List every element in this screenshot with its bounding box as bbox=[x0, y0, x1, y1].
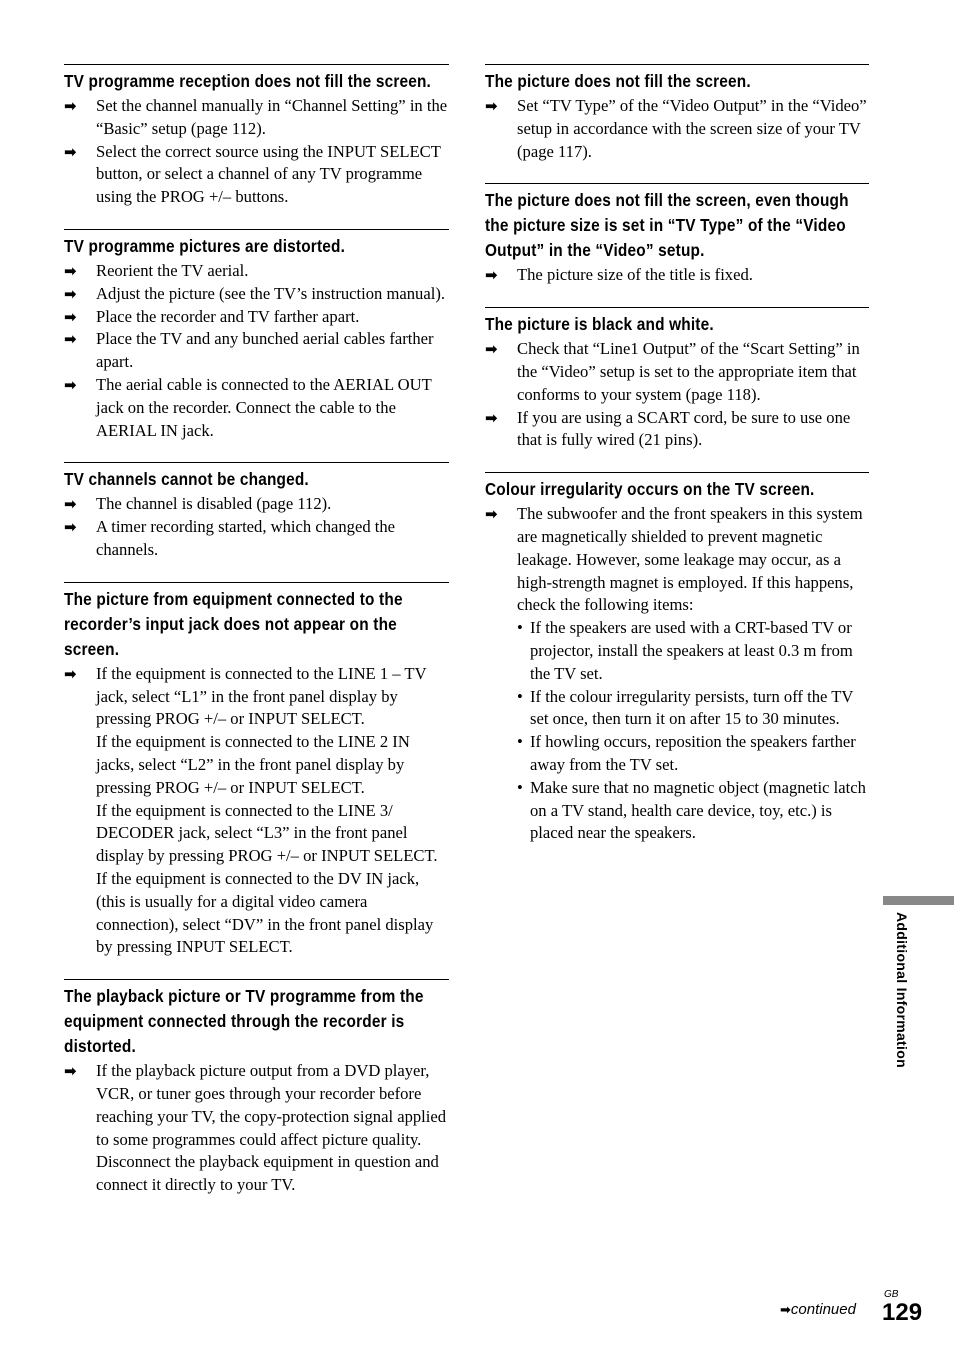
remedy-list bbox=[64, 663, 449, 959]
remedy-list bbox=[485, 338, 869, 452]
remedy-item bbox=[64, 374, 449, 442]
remedy-paragraph: If the equipment is connected to the DV IN jack, (this is usually for a digital video camera connection), select “DV” in the front panel display by pressing INPUT SELECT. bbox=[96, 868, 434, 957]
arrow-icon: ➡ bbox=[64, 375, 77, 394]
troubleshooting-section bbox=[485, 183, 869, 287]
section-heading: The picture does not fill the screen. bbox=[485, 71, 751, 91]
remedy-paragraph: If the equipment is connected to the LINE 1 – TV jack, select “L1” in the front panel display by pressing PROG +/– or INPUT SELECT. bbox=[96, 663, 427, 729]
arrow-icon: ➡ bbox=[485, 97, 498, 115]
remedy-paragraph: Set the channel manually in “Channel Setting” in the “Basic” setup (page 112). bbox=[96, 96, 448, 138]
remedy-item bbox=[64, 306, 449, 329]
remedy-text bbox=[96, 516, 449, 562]
remedy-paragraph: Check that “Line1 Output” of the “Scart Setting” in the “Video” setup is set to the appropriate item that conforms to your system (page 118). bbox=[517, 339, 860, 404]
bullet-item bbox=[517, 686, 869, 732]
remedy-text bbox=[96, 1060, 449, 1197]
bullet-icon: • bbox=[517, 732, 523, 752]
section-heading: The picture from equipment connected to the recorder’s input jack does not appear on the screen. bbox=[64, 588, 403, 659]
arrow-icon: ➡ bbox=[64, 1062, 77, 1081]
region-code: GB bbox=[884, 1289, 899, 1300]
remedy-text bbox=[96, 328, 449, 374]
bullet-item bbox=[517, 731, 869, 777]
arrow-icon: ➡ bbox=[64, 261, 77, 280]
remedy-paragraph: Reorient the TV aerial. bbox=[96, 260, 249, 280]
remedy-text bbox=[96, 374, 449, 442]
remedy-paragraph: Adjust the picture (see the TV’s instruction manual). bbox=[96, 283, 446, 303]
arrow-icon: ➡ bbox=[485, 408, 498, 427]
bullet-item bbox=[517, 617, 869, 685]
arrow-icon: ➡ bbox=[64, 97, 77, 115]
remedy-paragraph: The aerial cable is connected to the AERIAL OUT jack on the recorder. Connect the cable to the AERIAL IN jack. bbox=[96, 374, 432, 440]
section-heading: The playback picture or TV programme from the equipment connected through the recorder is distorted. bbox=[64, 986, 424, 1057]
remedy-paragraph: Set “TV Type” of the “Video Output” in the “Video” setup in accordance with the screen size of your TV (page 117). bbox=[517, 96, 867, 161]
continued-indicator bbox=[780, 1301, 856, 1318]
page-number: 129 bbox=[882, 1299, 923, 1326]
remedy-item bbox=[64, 328, 449, 374]
troubleshooting-section bbox=[64, 582, 449, 959]
troubleshooting-section bbox=[64, 229, 449, 442]
remedy-list bbox=[485, 264, 869, 287]
remedy-paragraph: The channel is disabled (page 112). bbox=[96, 494, 332, 514]
troubleshooting-section bbox=[485, 472, 869, 845]
arrow-icon: ➡ bbox=[64, 518, 77, 537]
remedy-paragraph: The subwoofer and the front speakers in this system are magnetically shielded to prevent magnetic leakage. However, some leakage may occur, as a high-strength magnet is employed. If this happens, check the following items: bbox=[517, 504, 863, 615]
remedy-list bbox=[64, 95, 449, 209]
remedy-paragraph: If you are using a SCART cord, be sure to use one that is fully wired (21 pins). bbox=[517, 407, 851, 450]
arrow-icon: ➡ bbox=[64, 664, 77, 683]
remedy-text bbox=[517, 503, 869, 845]
bullet-item bbox=[517, 777, 869, 845]
remedy-paragraph: If the equipment is connected to the LINE 3/ DECODER jack, select “L3” in the front panel display by pressing PROG +/– or INPUT SELECT. bbox=[96, 800, 438, 866]
bullet-icon: • bbox=[517, 686, 523, 706]
bullet-text: If the speakers are used with a CRT-based TV or projector, install the speakers at least 0.3 m from the TV set. bbox=[530, 618, 853, 683]
arrow-icon: ➡ bbox=[64, 284, 77, 303]
remedy-paragraph: A timer recording started, which changed the channels. bbox=[96, 517, 396, 559]
section-tab-bar bbox=[883, 896, 954, 905]
remedy-text bbox=[517, 95, 869, 163]
arrow-icon: ➡ bbox=[485, 340, 498, 359]
remedy-text bbox=[517, 264, 869, 287]
remedy-text bbox=[96, 283, 449, 306]
bullet-text: Make sure that no magnetic object (magnetic latch on a TV stand, health care device, toy, etc.) is placed near the speakers. bbox=[530, 777, 866, 843]
section-heading: TV programme pictures are distorted. bbox=[64, 235, 346, 256]
section-heading: The picture does not fill the screen, even though the picture size is set in “TV Type” of the “Video Output” in the “Video” setup. bbox=[485, 190, 849, 261]
remedy-list bbox=[64, 493, 449, 561]
remedy-paragraph: If the equipment is connected to the LINE 2 IN jacks, select “L2” in the front panel display by pressing PROG +/– or INPUT SELECT. bbox=[96, 732, 410, 797]
remedy-paragraph: Place the TV and any bunched aerial cables farther apart. bbox=[96, 329, 434, 372]
remedy-item bbox=[485, 95, 869, 163]
bullet-icon: • bbox=[517, 618, 523, 638]
remedy-item bbox=[485, 338, 869, 406]
section-heading: The picture is black and white. bbox=[485, 314, 714, 335]
continued-arrow-icon: ➡ bbox=[780, 1303, 791, 1318]
remedy-text bbox=[96, 306, 449, 329]
remedy-item bbox=[64, 1060, 449, 1197]
section-heading: TV channels cannot be changed. bbox=[64, 469, 309, 490]
remedy-paragraph: Select the correct source using the INPUT SELECT button, or select a channel of any TV programme using the PROG +/– buttons. bbox=[96, 141, 441, 207]
arrow-icon: ➡ bbox=[64, 142, 77, 161]
remedy-item bbox=[64, 663, 449, 959]
remedy-item bbox=[64, 260, 449, 283]
remedy-paragraph: Place the recorder and TV farther apart. bbox=[96, 306, 360, 326]
remedy-paragraph: The picture size of the title is fixed. bbox=[517, 265, 753, 285]
remedy-text bbox=[96, 663, 449, 959]
troubleshooting-section bbox=[485, 307, 869, 452]
remedy-item bbox=[64, 141, 449, 209]
arrow-icon: ➡ bbox=[64, 330, 77, 349]
remedy-item bbox=[64, 283, 449, 306]
troubleshooting-section bbox=[485, 64, 869, 163]
bullet-icon: • bbox=[517, 777, 523, 797]
right-column bbox=[485, 64, 869, 845]
remedy-list bbox=[64, 1060, 449, 1197]
section-heading: Colour irregularity occurs on the TV screen. bbox=[485, 479, 815, 500]
bullet-text: If the colour irregularity persists, turn off the TV set once, then turn it on after 15 to 30 minutes. bbox=[530, 686, 854, 729]
troubleshooting-section bbox=[64, 979, 449, 1197]
remedy-list bbox=[64, 260, 449, 442]
remedy-item bbox=[64, 516, 449, 562]
troubleshooting-section bbox=[64, 64, 449, 209]
remedy-list bbox=[485, 95, 869, 163]
arrow-icon: ➡ bbox=[64, 495, 77, 514]
remedy-item bbox=[485, 503, 869, 845]
remedy-text bbox=[517, 407, 869, 453]
arrow-icon: ➡ bbox=[64, 307, 77, 326]
remedy-text bbox=[96, 141, 449, 209]
remedy-paragraph: If the playback picture output from a DVD player, VCR, or tuner goes through your recorder before reaching your TV, the copy-protection signal applied to some programmes could affect picture quality. Disconnect the playback equipment in question and connect it directly to your TV. bbox=[96, 1061, 447, 1195]
side-tab-label: Additional Information bbox=[894, 912, 910, 1068]
arrow-icon: ➡ bbox=[485, 266, 498, 285]
remedy-text bbox=[96, 95, 449, 141]
remedy-text bbox=[96, 493, 449, 516]
remedy-item bbox=[485, 264, 869, 287]
section-heading: TV programme reception does not fill the screen. bbox=[64, 71, 432, 91]
remedy-text bbox=[96, 260, 449, 283]
remedy-item bbox=[64, 493, 449, 516]
arrow-icon: ➡ bbox=[485, 505, 498, 524]
remedy-list bbox=[485, 503, 869, 845]
remedy-item bbox=[64, 95, 449, 141]
troubleshooting-section bbox=[64, 462, 449, 561]
continued-text: continued bbox=[790, 1301, 856, 1318]
bullet-text: If howling occurs, reposition the speakers farther away from the TV set. bbox=[530, 732, 856, 774]
remedy-text bbox=[517, 338, 869, 406]
bullet-list bbox=[517, 617, 869, 845]
remedy-item bbox=[485, 407, 869, 453]
left-column bbox=[64, 64, 449, 1197]
